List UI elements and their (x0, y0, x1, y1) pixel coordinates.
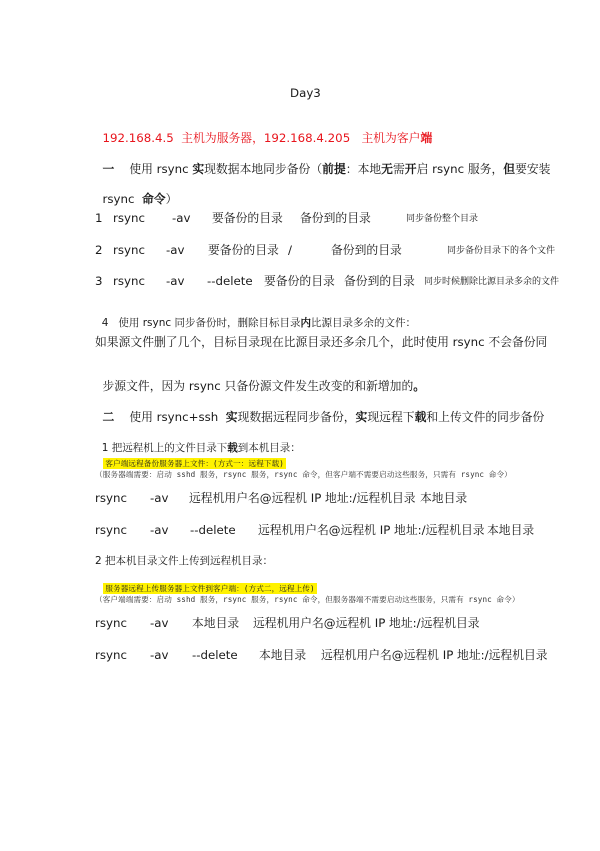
row-number: 2 (95, 243, 103, 257)
source-dir: 要备份的目录 (208, 243, 279, 257)
command: rsync (113, 211, 145, 225)
explanation-line-2: 步源文件，因为 rsync 只备份源文件发生改变的和新增加的。 (102, 378, 426, 393)
delete-flag: --delete (207, 274, 253, 288)
command: rsync (95, 523, 127, 537)
client-role-bold: 端 (420, 130, 433, 145)
source-dir: 要备份的目录 (264, 274, 335, 288)
target-dir: 备份到的目录 (300, 211, 371, 225)
subsection-1-heading: 1 把远程机上的文件目录下载到本机目录： (101, 441, 301, 454)
local-dir: 本地目录 (259, 648, 307, 662)
server-role: 主机为服务器， (181, 130, 264, 145)
client-ip: 192.168.4.205 (263, 130, 351, 145)
command: rsync (95, 648, 127, 662)
command: rsync (113, 243, 145, 257)
page-title: Day3 (290, 86, 321, 100)
delete-flag: --delete (192, 648, 238, 662)
row-note: 同步备份目录下的各个文件 (447, 246, 556, 256)
item-4: 4 使用 rsync 同步备份时，删除目标目录内比源目录多余的文件： (101, 316, 416, 329)
option: -av (150, 648, 169, 662)
option: -av (150, 491, 169, 505)
command: rsync (95, 491, 127, 505)
client-role: 主机为客户 (361, 130, 421, 145)
subsection-1-highlight: 客户端远程备份服务器上文件：(方式一：远程下载) (105, 458, 284, 468)
server-ip: 192.168.4.5 (102, 130, 174, 145)
local-dir: 本地目录 (192, 616, 240, 630)
subsection-2-heading: 2 把本机目录文件上传到远程机目录： (95, 555, 274, 567)
remote-path: 远程机用户名@远程机 IP 地址:/远程机目录 (321, 648, 548, 662)
remote-path: 远程机用户名@远程机 IP 地址:/远程机目录 (253, 616, 480, 630)
remote-path: 远程机用户名@远程机 IP 地址:/远程机目录 (189, 491, 416, 505)
target-dir: 备份到的目录 (331, 243, 402, 257)
command: rsync (113, 274, 145, 288)
section1-heading-continued: rsync 命令） (102, 191, 178, 206)
option: -av (166, 274, 185, 288)
row-number: 3 (95, 274, 103, 288)
row-number: 1 (95, 211, 103, 225)
row-note: 同步备份整个目录 (406, 214, 479, 224)
option: -av (166, 243, 185, 257)
section2-heading: 二 使用 rsync+ssh 实现数据远程同步备份，实现远程下载和上传文件的同步备份 (102, 409, 545, 424)
command: rsync (95, 616, 127, 630)
section2-number: 二 (102, 409, 115, 424)
section1-heading: 一 使用 rsync 实现数据本地同步备份（前提：本地无需开启 rsync 服务，但要安装 (102, 161, 551, 176)
option: -av (150, 616, 169, 630)
local-dir: 本地目录 (420, 491, 468, 505)
remote-path: 远程机用户名@远程机 IP 地址:/远程机目录 (258, 523, 485, 537)
separator: / (288, 243, 292, 257)
option: -av (150, 523, 169, 537)
server-client-line (95, 121, 432, 145)
target-dir: 备份到的目录 (344, 274, 415, 288)
subsection-2-note: （客户端端需要：启动 sshd 服务，rsync 服务，rsync 命令，但服务器端不需要启动这些服务，只需有 rsync 命令） (95, 595, 520, 604)
subsection-2-highlight: 服务器远程上传服务器上文件到客户端：(方式二，远程上传) (105, 583, 315, 593)
section1-number: 一 (102, 161, 115, 176)
local-dir: 本地目录 (487, 523, 535, 537)
source-dir: 要备份的目录 (212, 211, 283, 225)
row-note: 同步时候删除比源目录多余的文件 (424, 277, 560, 287)
explanation-line-1: 如果源文件删了几个，目标目录现在比源目录还多余几个，此时使用 rsync 不会备份同 (95, 335, 548, 349)
option: -av (172, 211, 191, 225)
delete-flag: --delete (190, 523, 236, 537)
subsection-1-note: （服务器端需要：启动 sshd 服务，rsync 服务，rsync 命令，但客户端不需要启动这些服务，只需有 rsync 命令） (95, 470, 512, 479)
